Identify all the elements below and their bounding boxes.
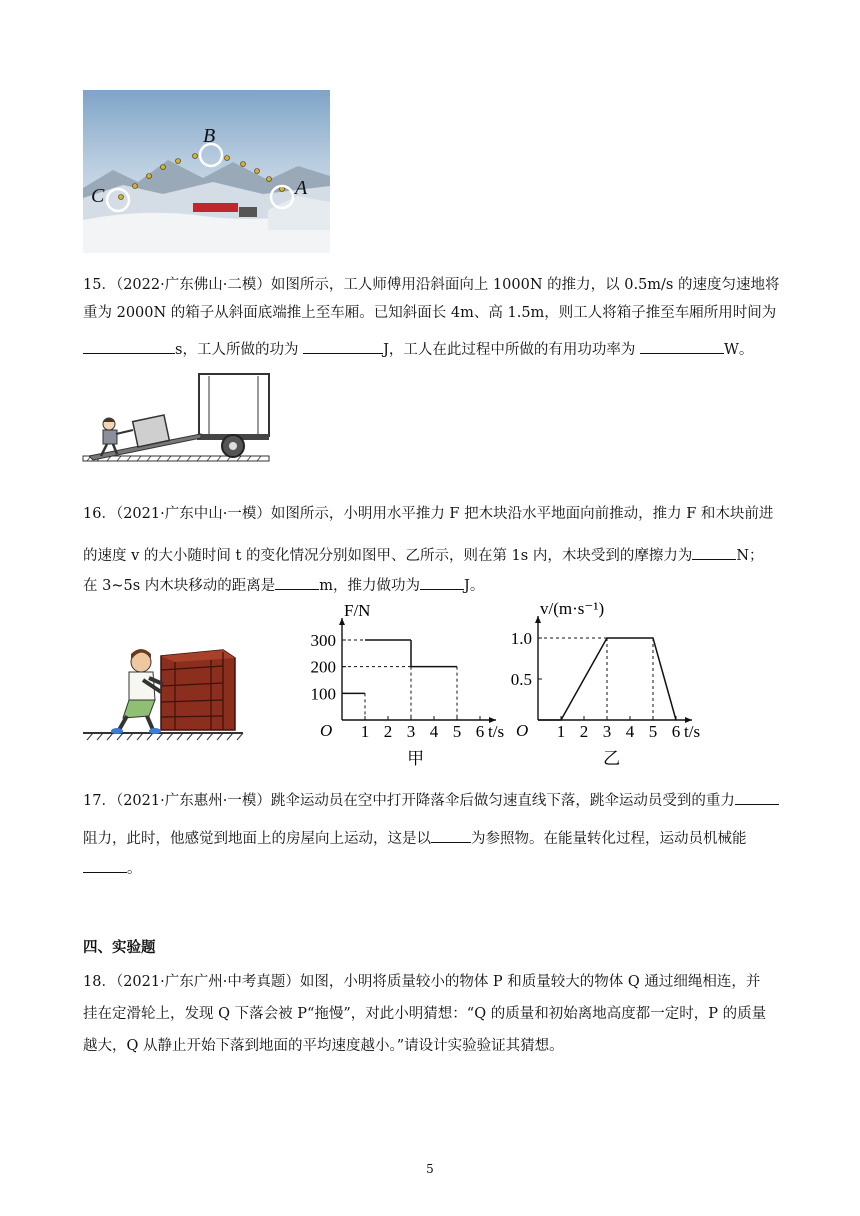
q16-text-c: 在 3~5s 内木块移动的距离是 xyxy=(83,578,276,594)
q16-line-3 xyxy=(83,575,484,596)
y-axis-label: F/N xyxy=(344,601,371,620)
x-tick-label: 5 xyxy=(648,722,658,741)
ski-jump-photo xyxy=(83,90,330,253)
x-tick-label: 2 xyxy=(579,722,589,741)
chart-title: 甲 xyxy=(407,749,425,768)
answer-blank[interactable] xyxy=(735,790,779,805)
photo-label-b: B xyxy=(203,125,216,147)
x-tick-label: 1 xyxy=(556,722,566,741)
q16-text-b: N； xyxy=(736,548,764,564)
q16-line-1: 16．（2021·广东中山·一模）如图所示，小明用水平推力 F 把木块沿水平地面向前推动，推力 F 和木块前进 xyxy=(83,506,774,522)
x-axis-label: t/s xyxy=(684,722,701,741)
q18-line-2: 挂在定滑轮上，发现 Q 下落会被 P“拖慢”，对此小明猜想：“Q 的质量和初始离地高度都一定时，P 的质量 xyxy=(83,1006,767,1022)
q15-text-a: s，工人所做的功为 xyxy=(175,342,299,358)
x-tick-label: 6 xyxy=(475,722,485,741)
origin-label: O xyxy=(320,721,333,740)
q18-line-3: 越大，Q 从静止开始下落到地面的平均速度越小。”请设计实验验证其猜想。 xyxy=(83,1038,564,1054)
answer-blank[interactable] xyxy=(692,545,736,560)
answer-blank[interactable] xyxy=(420,575,464,590)
answer-blank[interactable] xyxy=(83,339,175,354)
photo-label-a: A xyxy=(295,177,308,199)
origin-label: O xyxy=(516,721,529,740)
q15-text-c: W。 xyxy=(723,342,754,358)
q17-text-b: 阻力，此时，他感觉到地面上的房屋向上运动，这是以 xyxy=(83,831,431,847)
answer-blank[interactable] xyxy=(83,858,127,873)
ramp-truck-illustration xyxy=(83,372,269,464)
q16-text-e: J。 xyxy=(464,578,485,594)
x-tick-label: 2 xyxy=(383,722,393,741)
q17-line-1 xyxy=(83,790,779,811)
x-axis-label: t/s xyxy=(488,722,505,741)
q17-text-c: 为参照物。在能量转化过程，运动员机械能 xyxy=(471,831,747,847)
x-tick-label: 6 xyxy=(671,722,681,741)
page-number: 5 xyxy=(426,1162,434,1176)
q15-text-b: J，工人在此过程中所做的有用功功率为 xyxy=(383,342,636,358)
chart-title: 乙 xyxy=(603,749,621,768)
answer-blank[interactable] xyxy=(431,828,471,843)
x-tick-label: 3 xyxy=(602,722,612,741)
q15-line-1: 15．（2022·广东佛山·二模）如图所示，工人师傅用沿斜面向上 1000N 的推力，以 0.5m/s 的速度匀速地将 xyxy=(83,277,780,293)
section-heading: 四、实验题 xyxy=(83,940,156,956)
y-tick-label: 1.0 xyxy=(510,629,532,648)
q18-line-1: 18．（2021·广东广州·中考真题）如图，小明将质量较小的物体 P 和质量较大的物体 Q 通过细绳相连，并 xyxy=(83,974,761,990)
q15-line-2: 重为 2000N 的箱子从斜面底端推上至车厢。已知斜面长 4m、高 1.5m，则工人将箱子推至车厢所用时间为 xyxy=(83,305,777,321)
y-axis-label: v/(m·s⁻¹) xyxy=(540,599,605,618)
answer-blank[interactable] xyxy=(640,339,724,354)
x-tick-label: 4 xyxy=(429,722,439,741)
y-tick-label: 200 xyxy=(310,657,336,677)
x-tick-label: 1 xyxy=(360,722,370,741)
y-tick-label: 100 xyxy=(310,684,336,704)
x-tick-label: 5 xyxy=(452,722,462,741)
x-tick-label: 3 xyxy=(406,722,416,741)
velocity-time-chart xyxy=(475,599,701,775)
photo-label-c: C xyxy=(91,185,105,207)
answer-blank[interactable] xyxy=(303,339,383,354)
q16-text-a: 的速度 v 的大小随时间 t 的变化情况分别如图甲、乙所示，则在第 1s 内，木块受到的摩擦力为 xyxy=(83,548,693,564)
q16-line-2 xyxy=(83,545,764,566)
q16-text-d: m，推力做功为 xyxy=(319,578,421,594)
y-tick-label: 300 xyxy=(310,631,336,650)
force-time-chart xyxy=(280,601,505,775)
q17-line-2 xyxy=(83,828,747,849)
q15-line-3 xyxy=(83,339,753,360)
answer-blank[interactable] xyxy=(275,575,319,590)
q17-text-a: 17．（2021·广东惠州·一模）跳伞运动员在空中打开降落伞后做匀速直线下落，跳伞运动员受到的重力 xyxy=(83,793,735,809)
y-tick-label: 0.5 xyxy=(510,670,532,689)
x-tick-label: 4 xyxy=(625,722,635,741)
q17-line-3 xyxy=(83,858,142,879)
boy-pushing-crate-illustration xyxy=(83,640,243,745)
q17-text-d: 。 xyxy=(127,861,142,877)
